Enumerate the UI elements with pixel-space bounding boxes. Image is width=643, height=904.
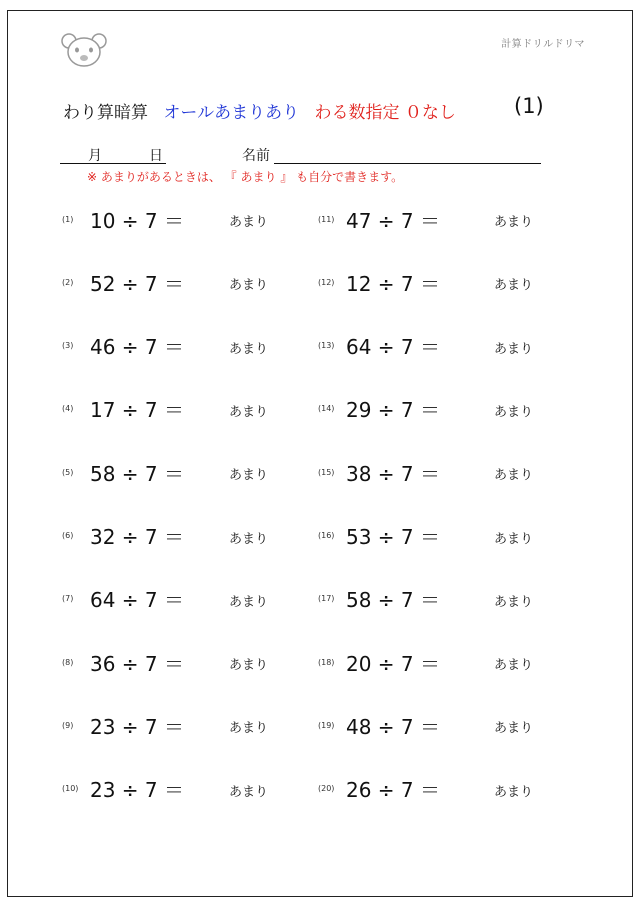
problem-number: (18) (318, 657, 335, 667)
title-divisor-condition: わる数指定 ０なし (314, 103, 456, 123)
problem-item (318, 268, 440, 296)
title-main: わり算暗算 (63, 103, 148, 123)
remainder-label: あまり (494, 531, 534, 547)
remainder-label: あまり (229, 404, 269, 420)
instruction-note: ※ あまりがあるときは、 『 あまり 』 も自分で書きます。 (87, 170, 404, 184)
division-expression: 17 ÷ 7 ＝ (90, 398, 185, 423)
remainder-label: あまり (229, 278, 269, 294)
problem-item (318, 711, 440, 739)
remainder-label: あまり (229, 341, 269, 357)
remainder-label: あまり (494, 341, 534, 357)
division-expression: 12 ÷ 7 ＝ (346, 271, 441, 296)
problem-item (318, 458, 440, 486)
remainder-label: あまり (229, 721, 269, 737)
division-expression: 48 ÷ 7 ＝ (346, 714, 441, 739)
problem-number: (19) (318, 720, 335, 730)
division-expression: 20 ÷ 7 ＝ (346, 651, 441, 676)
remainder-label: あまり (494, 658, 534, 674)
remainder-label: あまり (229, 468, 269, 484)
remainder-label: あまり (494, 278, 534, 294)
division-expression: 64 ÷ 7 ＝ (90, 588, 185, 613)
division-expression: 36 ÷ 7 ＝ (90, 651, 185, 676)
problem-item (62, 458, 184, 486)
problem-number: (3) (62, 341, 74, 351)
title-condition: オールあまりあり (163, 103, 300, 123)
division-expression: 10 ÷ 7 ＝ (90, 208, 185, 233)
problem-number: (6) (62, 531, 74, 540)
problem-number: (16) (318, 531, 335, 540)
problem-number: (5) (62, 467, 74, 477)
problem-number: (15) (318, 467, 335, 477)
remainder-label: あまり (229, 594, 269, 610)
problem-item (318, 205, 440, 233)
month-label: 月 (88, 148, 102, 164)
remainder-label: あまり (229, 658, 269, 674)
problem-item (318, 332, 440, 360)
remainder-label: あまり (494, 404, 534, 420)
problem-number: (1) (62, 214, 74, 224)
division-expression: 58 ÷ 7 ＝ (346, 588, 441, 613)
remainder-label: あまり (494, 594, 534, 610)
problem-item (62, 648, 184, 676)
division-expression: 26 ÷ 7 ＝ (346, 778, 441, 803)
remainder-label: あまり (229, 784, 269, 800)
problem-item (318, 522, 440, 550)
remainder-label: あまり (494, 468, 534, 484)
problem-item (62, 522, 184, 550)
problem-number: (4) (62, 404, 74, 414)
problem-number: (20) (318, 784, 335, 794)
division-expression: 23 ÷ 7 ＝ (90, 714, 185, 739)
problem-number: (11) (318, 214, 335, 224)
problem-item (318, 395, 440, 423)
problem-item (62, 775, 184, 803)
problem-item (62, 395, 184, 423)
problem-number: (8) (62, 657, 74, 667)
division-expression: 64 ÷ 7 ＝ (346, 335, 441, 360)
remainder-label: あまり (494, 215, 534, 230)
problem-item (318, 648, 440, 676)
problem-item (318, 585, 440, 613)
division-expression: 47 ÷ 7 ＝ (346, 208, 441, 233)
problem-item (62, 585, 184, 613)
name-label: 名前 (242, 148, 270, 164)
division-expression: 32 ÷ 7 ＝ (90, 525, 185, 549)
problem-item (62, 332, 184, 360)
division-expression: 58 ÷ 7 ＝ (90, 461, 185, 486)
division-expression: 38 ÷ 7 ＝ (346, 461, 441, 486)
division-expression: 53 ÷ 7 ＝ (346, 525, 441, 549)
division-expression: 29 ÷ 7 ＝ (346, 398, 441, 423)
division-expression: 46 ÷ 7 ＝ (90, 335, 185, 360)
remainder-label: あまり (229, 215, 269, 230)
problem-number: (13) (318, 341, 335, 351)
problem-number: (14) (318, 404, 335, 414)
division-expression: 23 ÷ 7 ＝ (90, 778, 185, 803)
sheet-number: (1) (514, 94, 544, 118)
problem-item (62, 711, 184, 739)
problem-item (62, 205, 184, 233)
remainder-label: あまり (229, 531, 269, 547)
brand-name: 計算ドリルドリマ (501, 39, 585, 50)
problem-number: (10) (62, 784, 79, 794)
day-label: 日 (149, 148, 163, 164)
problem-item (62, 268, 184, 296)
problem-number: (7) (62, 594, 74, 604)
problem-number: (9) (62, 720, 74, 730)
remainder-label: あまり (494, 784, 534, 800)
problem-number: (2) (62, 277, 74, 287)
problem-number: (17) (318, 594, 335, 604)
remainder-label: あまり (494, 721, 534, 737)
problem-item (318, 775, 440, 803)
problem-number: (12) (318, 277, 335, 287)
division-expression: 52 ÷ 7 ＝ (90, 271, 185, 296)
